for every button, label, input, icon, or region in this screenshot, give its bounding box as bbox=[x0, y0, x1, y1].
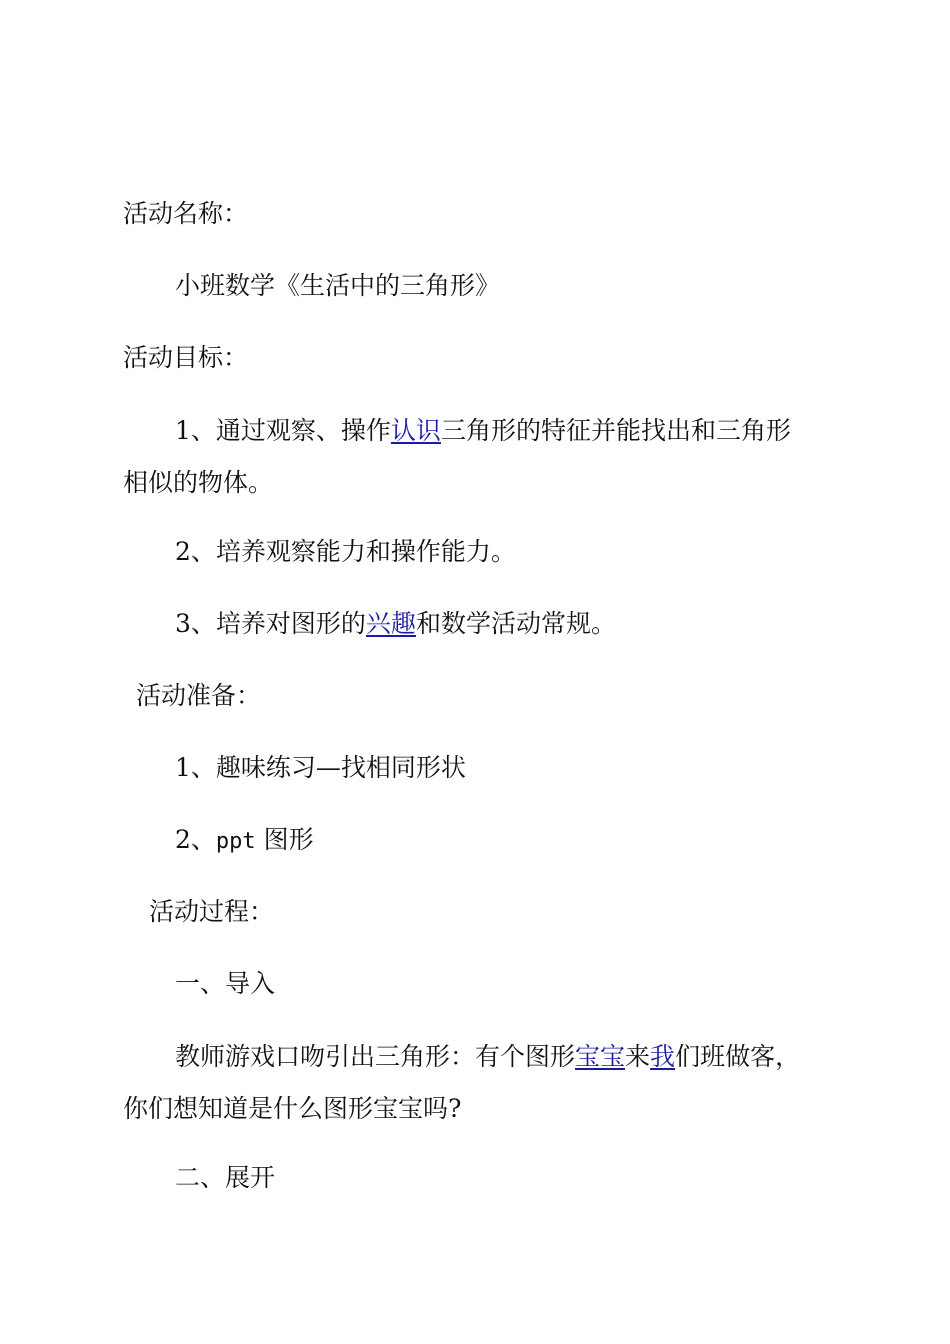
step-1-heading: 一、导入 bbox=[175, 969, 276, 998]
prep-item-2-latin: ppt bbox=[215, 829, 256, 854]
activity-name-heading: 活动名称： bbox=[123, 199, 249, 228]
process-heading: 活动过程： bbox=[149, 897, 275, 926]
goal-2: 2、培养观察能力和操作能力。 bbox=[175, 537, 516, 566]
step-1-text-middle: 来 bbox=[625, 1042, 651, 1071]
prep-item-2-prefix: 2、 bbox=[175, 825, 216, 854]
goal-1-prefix: 1、通过观察、操作 bbox=[175, 416, 391, 445]
goals-heading: 活动目标： bbox=[123, 343, 249, 372]
step-1-text-prefix: 教师游戏口吻引出三角形：有个图形 bbox=[175, 1042, 576, 1071]
step-1-link-baobao[interactable]: 宝宝 bbox=[575, 1042, 626, 1071]
prep-heading: 活动准备： bbox=[136, 681, 262, 710]
step-1-link-wo[interactable]: 我 bbox=[650, 1042, 676, 1071]
step-2-heading: 二、展开 bbox=[175, 1163, 276, 1192]
prep-item-2-suffix: 图形 bbox=[255, 825, 314, 854]
prep-item-1: 1、趣味练习—找相同形状 bbox=[175, 753, 466, 782]
step-1-text bbox=[123, 1031, 803, 1135]
goal-1 bbox=[123, 405, 803, 509]
goal-3 bbox=[175, 609, 616, 639]
goal-1-suffix: 三角形的特征并能找出和三角形相似的物体。 bbox=[123, 416, 791, 497]
goal-1-link[interactable]: 认识 bbox=[390, 416, 441, 445]
goal-3-suffix: 和数学活动常规。 bbox=[415, 609, 616, 638]
activity-name: 小班数学《生活中的三角形》 bbox=[175, 271, 501, 300]
goal-3-prefix: 3、培养对图形的 bbox=[175, 609, 366, 638]
prep-item-2 bbox=[175, 825, 314, 857]
step-1-text-suffix: 们班做客，你们想知道是什么图形宝宝吗? bbox=[123, 1042, 801, 1123]
goal-3-link[interactable]: 兴趣 bbox=[365, 609, 416, 638]
